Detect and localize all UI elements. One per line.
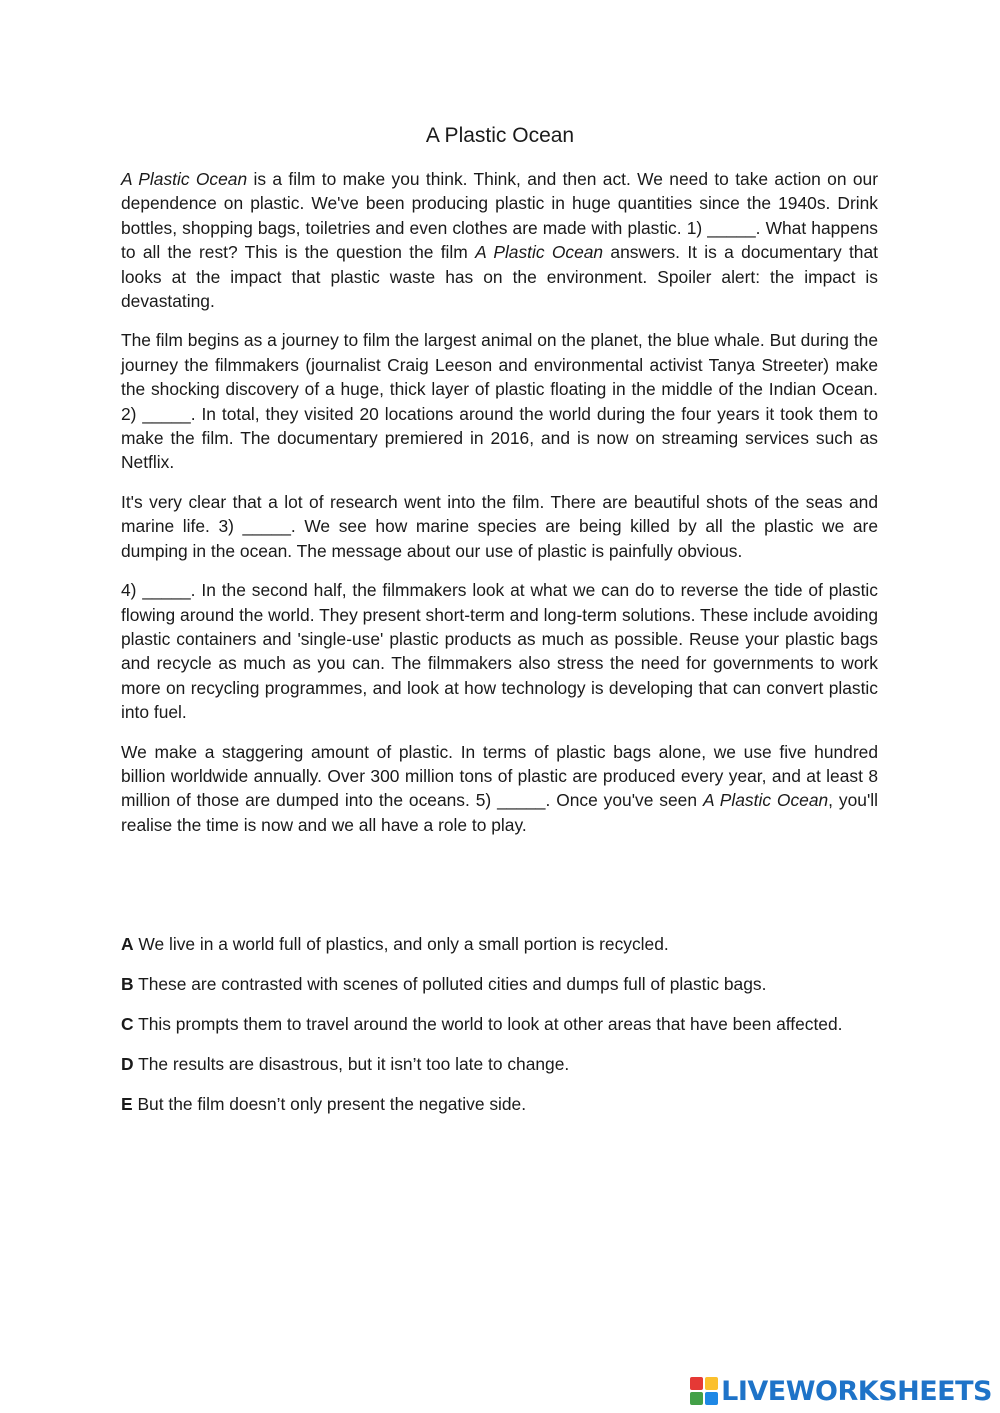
liveworksheets-logo (690, 1373, 992, 1409)
option-letter: D (121, 1054, 134, 1074)
option-e (121, 1092, 921, 1116)
option-b (121, 972, 921, 996)
film-title-italic: A Plastic Ocean (702, 790, 829, 811)
paragraph-5 (121, 740, 878, 838)
paragraph-4: 4) _____. In the second half, the filmmakers look at what we can do to reverse the tide of plastic flowing around the world. They present short-term and long-term solutions. These include avoiding plastic containers and 'single-use' plastic products as much as possible. Reuse your plastic bags and recycle as much as you can. The filmmakers also stress the need for governments to work more on recycling programmes, and look at how technology is developing that can convert plastic into fuel. (121, 580, 878, 723)
paragraph-3: It's very clear that a lot of research went into the film. There are beautiful shots of the seas and marine life. 3) _____. We see how marine species are being killed by all the plastic we are dumping in the ocean. The message about our use of plastic is painfully obvious. (121, 491, 878, 561)
option-text: We live in a world full of plastics, and only a small portion is recycled. (133, 934, 669, 954)
page-title: A Plastic Ocean (425, 124, 575, 147)
option-d (121, 1052, 921, 1076)
option-letter: E (121, 1094, 133, 1114)
paragraph-text: answers. It is a documentary that looks at the impact that plastic waste has on the environment. Spoiler alert: the impact is devastating. (121, 242, 878, 312)
logo-mark-icon (690, 1377, 718, 1405)
paragraph-text: is a film to make you think. Think, and then act. We need to take action on our dependence on plastic. We've been producing plastic in huge quantities since the 1940s. Drink bottles, shopping bags, toiletries and even clothes are made with plastic. 1) _____. What happens to all the rest? This is the question the film (121, 169, 878, 263)
logo-square (705, 1377, 718, 1390)
option-letter: A (121, 934, 134, 954)
film-title-italic: A Plastic Ocean (475, 242, 604, 263)
option-c (121, 1012, 921, 1036)
paragraph-text: , you'll realise the time is now and we all have a role to play. (121, 790, 879, 835)
paragraph-1 (121, 167, 878, 313)
film-title-italic: A Plastic Ocean (121, 169, 248, 189)
option-letter: C (121, 1014, 134, 1034)
option-text: But the film doesn’t only present the negative side. (132, 1094, 527, 1114)
option-text: The results are disastrous, but it isn’t too late to change. (133, 1054, 570, 1074)
logo-text: LIVEWORKSHEETS (721, 1375, 992, 1407)
option-a (121, 932, 921, 956)
answer-options (121, 932, 921, 1132)
paragraph-2: The film begins as a journey to film the largest animal on the planet, the blue whale. But during the journey the filmmakers (journalist Craig Leeson and environmental activist Tanya Streeter) make the shocking discovery of a huge, thick layer of plastic floating in the middle of the Indian Ocean. 2) _____. In total, they visited 20 locations around the world during the four years it took them to make the film. The documentary premiered in 2016, and is now on streaming services such as Netflix. (121, 330, 878, 473)
logo-square (705, 1392, 718, 1405)
logo-square (690, 1392, 703, 1405)
option-text: This prompts them to travel around the world to look at other areas that have been affected. (133, 1014, 843, 1034)
paragraph-text: We make a staggering amount of plastic. In terms of plastic bags alone, we use five hundred billion worldwide annually. Over 300 million tons of plastic are produced every year, and at least 8 million of those are dumped into the oceans. 5) _____. Once you've seen (121, 741, 878, 811)
logo-square (690, 1377, 703, 1390)
option-text: These are contrasted with scenes of polluted cities and dumps full of plastic bags. (133, 974, 767, 994)
passage (121, 167, 878, 852)
option-letter: B (121, 974, 134, 994)
